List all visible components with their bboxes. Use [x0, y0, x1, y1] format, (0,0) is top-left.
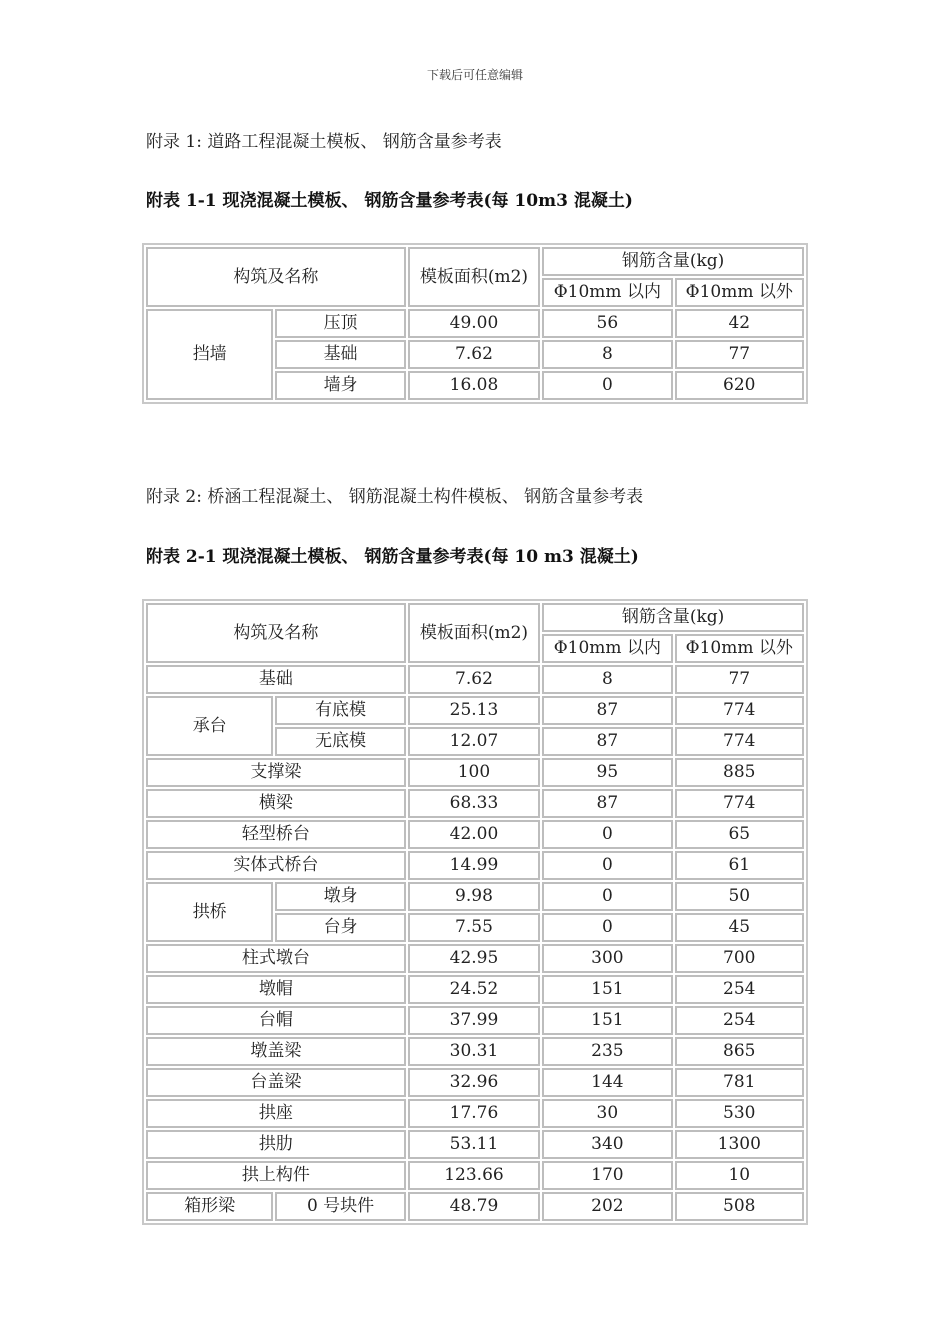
table-row: [146, 789, 804, 818]
header-name: 构筑及名称: [146, 247, 406, 307]
table-1-1-title: 附表 1-1 现浇混凝土模板、 钢筋含量参考表(每 10m3 混凝土): [146, 191, 633, 211]
table-row: [146, 665, 804, 694]
header-steel-inner: Φ10mm 以内: [542, 278, 672, 307]
name-cell: 拱座: [146, 1099, 406, 1128]
area-cell: 68.33: [408, 789, 540, 818]
table-row: [146, 758, 804, 787]
steel-outer-cell: 774: [675, 727, 804, 756]
sub-cell: 有底模: [275, 696, 405, 725]
name-cell: 横梁: [146, 789, 406, 818]
steel-outer-cell: 700: [675, 944, 804, 973]
table-row: [146, 1006, 804, 1035]
name-cell: 支撑梁: [146, 758, 406, 787]
name-cell: 拱上构件: [146, 1161, 406, 1190]
table-row: [146, 1068, 804, 1097]
area-cell: 12.07: [408, 727, 540, 756]
steel-outer-cell: 77: [675, 665, 804, 694]
steel-inner-cell: 151: [542, 975, 672, 1004]
steel-inner-cell: 0: [542, 820, 672, 849]
header-steel-outer: Φ10mm 以外: [675, 278, 804, 307]
header-steel: 钢筋含量(kg): [542, 247, 804, 276]
steel-inner-cell: 87: [542, 727, 672, 756]
steel-outer-cell: 10: [675, 1161, 804, 1190]
table-row: [146, 1130, 804, 1159]
table-row: [146, 975, 804, 1004]
name-cell: 轻型桥台: [146, 820, 406, 849]
area-cell: 14.99: [408, 851, 540, 880]
steel-outer-cell: 530: [675, 1099, 804, 1128]
table-row: [146, 309, 804, 338]
area-cell: 7.62: [408, 665, 540, 694]
header-area: 模板面积(m2): [408, 603, 540, 663]
steel-outer-cell: 50: [675, 882, 804, 911]
table-row: [146, 1037, 804, 1066]
area-cell: 30.31: [408, 1037, 540, 1066]
steel-inner-cell: 340: [542, 1130, 672, 1159]
header-area: 模板面积(m2): [408, 247, 540, 307]
steel-inner-cell: 144: [542, 1068, 672, 1097]
steel-outer-cell: 885: [675, 758, 804, 787]
steel-inner-cell: 87: [542, 696, 672, 725]
steel-inner-cell: 170: [542, 1161, 672, 1190]
steel-outer-cell: 45: [675, 913, 804, 942]
table-row: [146, 1099, 804, 1128]
name-cell: 拱肋: [146, 1130, 406, 1159]
area-cell: 53.11: [408, 1130, 540, 1159]
area-cell: 7.62: [408, 340, 540, 369]
sub-cell: 0 号块件: [275, 1192, 405, 1221]
sub-cell: 墙身: [275, 371, 405, 400]
steel-outer-cell: 61: [675, 851, 804, 880]
steel-inner-cell: 56: [542, 309, 672, 338]
steel-inner-cell: 8: [542, 340, 672, 369]
steel-inner-cell: 300: [542, 944, 672, 973]
header-name: 构筑及名称: [146, 603, 406, 663]
sub-cell: 压顶: [275, 309, 405, 338]
area-cell: 100: [408, 758, 540, 787]
area-cell: 24.52: [408, 975, 540, 1004]
name-cell: 墩帽: [146, 975, 406, 1004]
table-row: [146, 820, 804, 849]
sub-cell: 墩身: [275, 882, 405, 911]
steel-inner-cell: 235: [542, 1037, 672, 1066]
group-cell: 承台: [146, 696, 273, 756]
name-cell: 台帽: [146, 1006, 406, 1035]
area-cell: 37.99: [408, 1006, 540, 1035]
steel-inner-cell: 8: [542, 665, 672, 694]
table-1-1: [142, 243, 808, 404]
area-cell: 49.00: [408, 309, 540, 338]
steel-outer-cell: 65: [675, 820, 804, 849]
group-cell: 拱桥: [146, 882, 273, 942]
table-row: [146, 882, 804, 911]
table-header-row: [146, 603, 804, 632]
steel-outer-cell: 774: [675, 789, 804, 818]
sub-cell: 无底模: [275, 727, 405, 756]
table-row: [146, 851, 804, 880]
steel-inner-cell: 0: [542, 913, 672, 942]
area-cell: 32.96: [408, 1068, 540, 1097]
table-2-1: [142, 599, 808, 1225]
steel-outer-cell: 620: [675, 371, 804, 400]
area-cell: 7.55: [408, 913, 540, 942]
area-cell: 25.13: [408, 696, 540, 725]
steel-inner-cell: 202: [542, 1192, 672, 1221]
header-steel: 钢筋含量(kg): [542, 603, 804, 632]
steel-outer-cell: 781: [675, 1068, 804, 1097]
header-steel-outer: Φ10mm 以外: [675, 634, 804, 663]
area-cell: 42.00: [408, 820, 540, 849]
steel-outer-cell: 865: [675, 1037, 804, 1066]
name-cell: 柱式墩台: [146, 944, 406, 973]
table-header-row: [146, 247, 804, 276]
steel-inner-cell: 0: [542, 371, 672, 400]
area-cell: 123.66: [408, 1161, 540, 1190]
steel-outer-cell: 77: [675, 340, 804, 369]
steel-outer-cell: 42: [675, 309, 804, 338]
header-steel-inner: Φ10mm 以内: [542, 634, 672, 663]
steel-inner-cell: 0: [542, 882, 672, 911]
area-cell: 48.79: [408, 1192, 540, 1221]
steel-inner-cell: 0: [542, 851, 672, 880]
group-cell: 挡墙: [146, 309, 273, 400]
steel-outer-cell: 508: [675, 1192, 804, 1221]
steel-inner-cell: 30: [542, 1099, 672, 1128]
appendix-1-title: 附录 1: 道路工程混凝土模板、 钢筋含量参考表: [146, 132, 502, 152]
steel-outer-cell: 254: [675, 1006, 804, 1035]
table-row: [146, 1192, 804, 1221]
name-cell: 墩盖梁: [146, 1037, 406, 1066]
group-cell: 箱形梁: [146, 1192, 273, 1221]
name-cell: 实体式桥台: [146, 851, 406, 880]
steel-inner-cell: 95: [542, 758, 672, 787]
appendix-2-title: 附录 2: 桥涵工程混凝土、 钢筋混凝土构件模板、 钢筋含量参考表: [146, 487, 644, 507]
steel-inner-cell: 87: [542, 789, 672, 818]
sub-cell: 基础: [275, 340, 405, 369]
area-cell: 42.95: [408, 944, 540, 973]
name-cell: 基础: [146, 665, 406, 694]
table-row: [146, 944, 804, 973]
table-row: [146, 696, 804, 725]
steel-inner-cell: 151: [542, 1006, 672, 1035]
area-cell: 17.76: [408, 1099, 540, 1128]
steel-outer-cell: 1300: [675, 1130, 804, 1159]
steel-outer-cell: 774: [675, 696, 804, 725]
table-2-1-title: 附表 2-1 现浇混凝土模板、 钢筋含量参考表(每 10 m3 混凝土): [146, 547, 639, 567]
area-cell: 9.98: [408, 882, 540, 911]
sub-cell: 台身: [275, 913, 405, 942]
steel-outer-cell: 254: [675, 975, 804, 1004]
page-watermark: 下载后可任意编辑: [426, 68, 523, 82]
table-row: [146, 1161, 804, 1190]
name-cell: 台盖梁: [146, 1068, 406, 1097]
area-cell: 16.08: [408, 371, 540, 400]
